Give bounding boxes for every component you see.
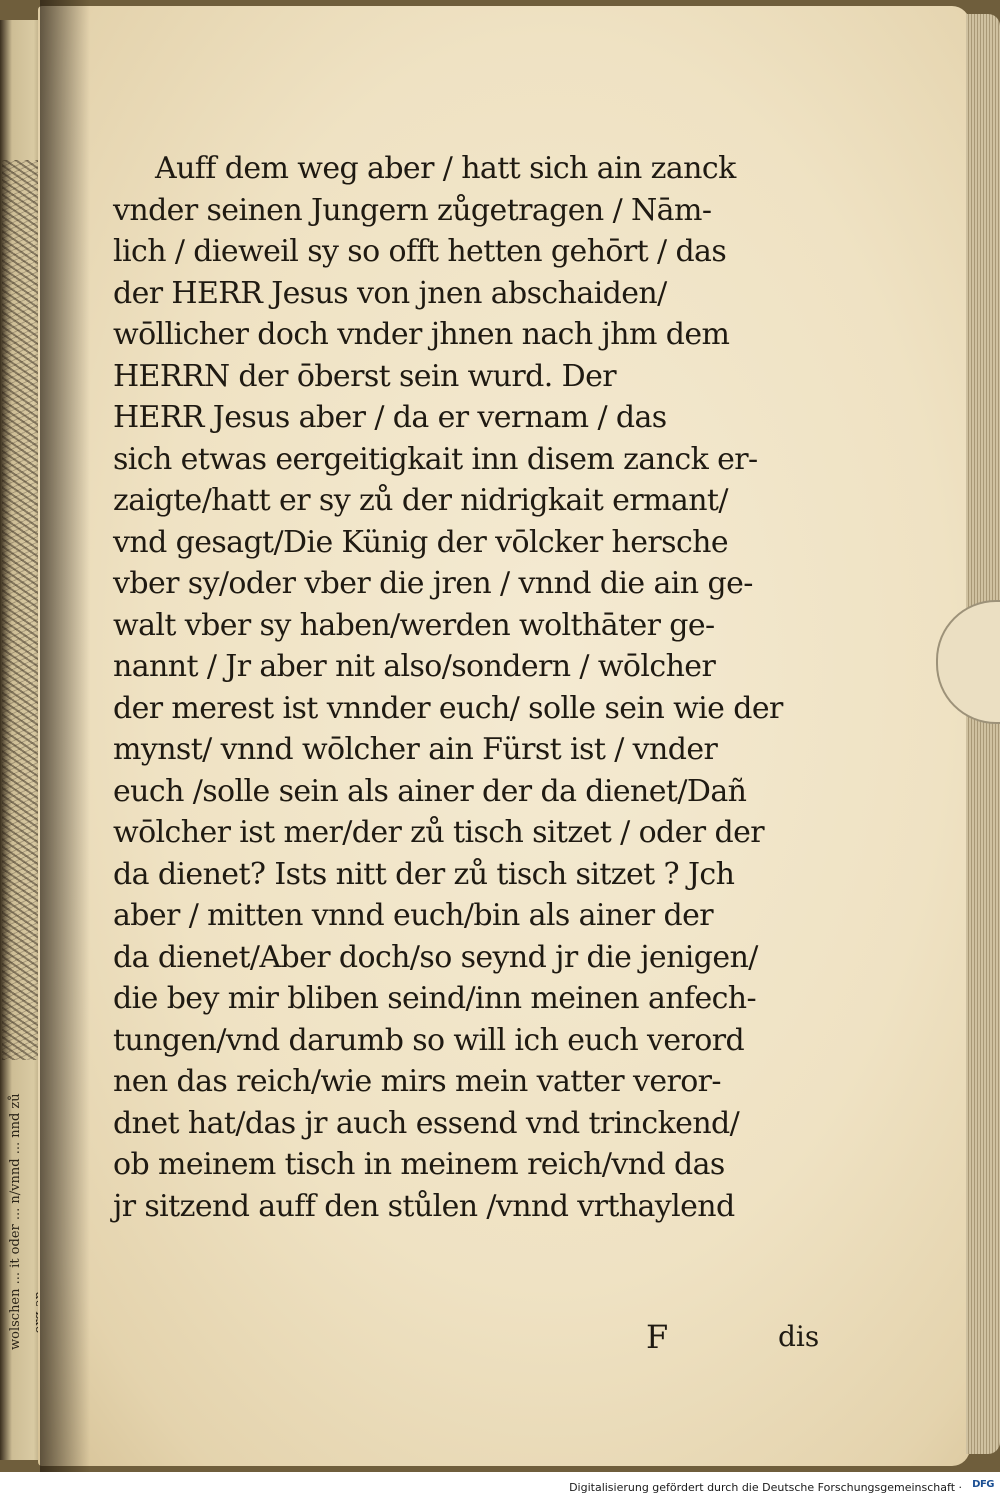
text-line: wōlcher ist mer/der zů tisch sitzet / oder der — [113, 815, 764, 850]
text-line: vnder seinen Jungern zůgetragen / Nām- — [113, 192, 712, 228]
gutter-shadow — [40, 0, 90, 1472]
text-line: der HERR Jesus von jnen abschaiden/ — [113, 275, 667, 311]
text-line: HERR Jesus aber / da er vernam / das — [113, 400, 667, 435]
text-line: nannt / Jr aber nit also/sondern / wōlcher — [113, 649, 716, 684]
text-line: wōllicher doch vnder jhnen nach jhm dem — [113, 317, 730, 352]
footer-bar — [0, 1472, 1000, 1503]
text-line: ob meinem tisch in meinem reich/vnd das — [113, 1147, 725, 1182]
marginal-note: wolschen ... it oder ... n/vnnd ... nnd zů — [8, 1093, 23, 1350]
funding-notice: Digitalisierung gefördert durch die Deutsche Forschungsgemeinschaft · — [569, 1481, 962, 1494]
text-line: walt vber sy haben/werden wolthāter ge- — [113, 607, 715, 643]
text-line: tungen/vnd darumb so will ich euch verord — [113, 1022, 745, 1058]
woodcut-illustration-fragment — [2, 160, 42, 1060]
text-line: der merest ist vnnder euch/ solle sein wie der — [113, 690, 783, 726]
text-line: mynst/ vnnd wōlcher ain Fürst ist / vnder — [113, 732, 718, 767]
text-line: Auff dem weg aber / hatt sich ain zanck — [155, 151, 736, 186]
catchword: dis — [778, 1320, 820, 1353]
text-line: aber / mitten vnnd euch/bin als ainer der — [113, 898, 713, 933]
text-line: lich / dieweil sy so offt hetten gehōrt / das — [113, 234, 727, 269]
text-line: euch /solle sein als ainer der da dienet/Dañ — [113, 773, 747, 809]
text-line: zaigte/hatt er sy zů der nidrigkait ermant/ — [113, 483, 728, 518]
text-line: die bey mir bliben seind/inn meinen anfech- — [113, 981, 757, 1016]
signature-mark: F — [646, 1318, 669, 1356]
text-line: vber sy/oder vber die jren / vnnd die ain ge- — [113, 566, 753, 601]
text-line: vnd gesagt/Die Künig der vōlcker hersche — [113, 524, 729, 560]
text-line: dnet hat/das jr auch essend vnd trinckend/ — [113, 1105, 740, 1141]
page-stack-edge — [966, 14, 1000, 1454]
dfg-logo: DFG — [972, 1479, 994, 1490]
text-line: da dienet/Aber doch/so seynd jr die jenigen/ — [113, 939, 758, 975]
text-line: HERRN der ōberst sein wurd. Der — [113, 358, 616, 394]
text-line: da dienet? Ists nitt der zů tisch sitzet ? Jch — [113, 856, 735, 892]
text-line: nen das reich/wie mirs mein vatter veror- — [113, 1064, 721, 1099]
text-line: sich etwas eergeitigkait inn disem zanck er- — [113, 441, 758, 477]
text-line: jr sitzend auff den stůlen /vnnd vrthaylend — [113, 1188, 735, 1224]
page-text — [113, 148, 833, 1227]
